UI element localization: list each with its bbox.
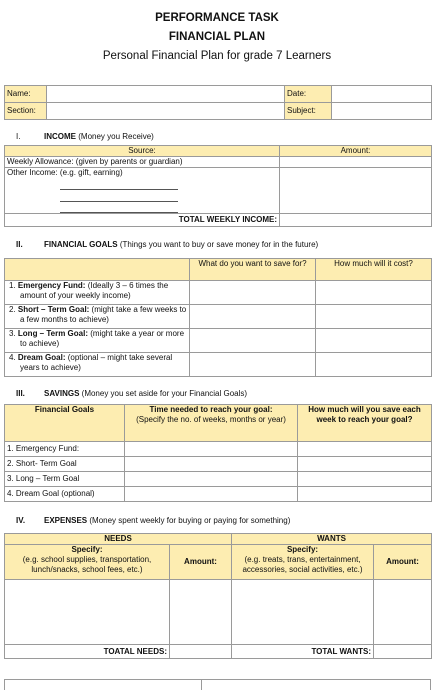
income-amount-header: Amount: <box>280 146 432 157</box>
goal-item-dream: 4. Dream Goal: (optional – might take several years to achieve) <box>5 353 190 377</box>
savings-row-emergency: 1. Emergency Fund: <box>5 442 125 457</box>
subject-field[interactable] <box>332 103 432 120</box>
savings-goals-header: Financial Goals <box>5 405 125 442</box>
savings-heading: III. SAVINGS (Money you set aside for your Financial Goals) <box>16 389 248 398</box>
total-needs-field[interactable] <box>170 645 232 659</box>
savings-weekly-header: How much will you save each week to reach your goal? <box>298 405 432 442</box>
other-income-line-3[interactable] <box>60 212 178 213</box>
savings-short-term-time[interactable] <box>125 457 298 472</box>
goals-heading: II. FINANCIAL GOALS (Things you want to buy or save money for in the future) <box>16 240 319 249</box>
income-total-amount[interactable] <box>280 214 432 227</box>
goal-dream-cost[interactable] <box>316 353 432 377</box>
wants-specify-field[interactable] <box>232 580 374 645</box>
goal-item-emergency: 1. Emergency Fund: (Ideally 3 – 6 times the amount of your weekly income) <box>5 281 190 305</box>
income-row-other: Other Income: (e.g. gift, earning) <box>5 168 280 214</box>
savings-dream-weekly[interactable] <box>298 487 432 502</box>
needs-specify-header: Specify: (e.g. school supplies, transportation, lunch/snacks, school fees, etc.) <box>5 545 170 580</box>
income-source-header: Source: <box>5 146 280 157</box>
needs-amount-header: Amount: <box>170 545 232 580</box>
savings-long-term-weekly[interactable] <box>298 472 432 487</box>
goals-blank-header <box>5 259 190 281</box>
income-heading: I. INCOME (Money you Receive) <box>16 132 154 141</box>
needs-header: NEEDS <box>5 534 232 545</box>
wants-header: WANTS <box>232 534 432 545</box>
wants-specify-header: Specify: (e.g. treats, trans, entertainment, accessories, social activities, etc.) <box>232 545 374 580</box>
income-table <box>4 145 432 227</box>
savings-long-term-time[interactable] <box>125 472 298 487</box>
wants-amount-header: Amount: <box>374 545 432 580</box>
savings-row-short-term: 2. Short- Term Goal <box>5 457 125 472</box>
info-table <box>4 85 432 120</box>
title-financial-plan: FINANCIAL PLAN <box>168 31 266 43</box>
date-field[interactable] <box>332 86 432 103</box>
savings-row-dream: 4. Dream Goal (optional) <box>5 487 125 502</box>
goals-what-header: What do you want to save for? <box>190 259 316 281</box>
savings-emergency-weekly[interactable] <box>298 442 432 457</box>
weekly-expenses-total-field[interactable] <box>200 679 431 690</box>
goal-item-short-term: 2. Short – Term Goal: (might take a few weeks to a few months to achieve) <box>5 305 190 329</box>
savings-table <box>4 404 432 502</box>
goal-long-term-what[interactable] <box>190 329 316 353</box>
name-label: Name: <box>5 86 47 103</box>
expenses-heading: IV. EXPENSES (Money spent weekly for buying or paying for something) <box>16 516 291 525</box>
other-income-line-2[interactable] <box>60 201 178 202</box>
goal-long-term-cost[interactable] <box>316 329 432 353</box>
needs-amount-field[interactable] <box>170 580 232 645</box>
goal-emergency-what[interactable] <box>190 281 316 305</box>
goal-emergency-cost[interactable] <box>316 281 432 305</box>
total-wants-field[interactable] <box>374 645 432 659</box>
savings-row-long-term: 3. Long – Term Goal <box>5 472 125 487</box>
income-row-allowance: Weekly Allowance: (given by parents or guardian) <box>5 157 280 168</box>
income-allowance-amount[interactable] <box>280 157 432 168</box>
goal-short-term-cost[interactable] <box>316 305 432 329</box>
subject-label: Subject: <box>285 103 332 120</box>
name-field[interactable] <box>47 86 285 103</box>
goal-dream-what[interactable] <box>190 353 316 377</box>
total-wants-label: TOTAL WANTS: <box>232 645 374 659</box>
savings-short-term-weekly[interactable] <box>298 457 432 472</box>
savings-emergency-time[interactable] <box>125 442 298 457</box>
wants-amount-field[interactable] <box>374 580 432 645</box>
income-other-amount[interactable] <box>280 168 432 214</box>
weekly-expenses-total-label-cell <box>4 679 202 690</box>
goals-cost-header: How much will it cost? <box>316 259 432 281</box>
section-field[interactable] <box>47 103 285 120</box>
savings-time-header: Time needed to reach your goal: (Specify the no. of weeks, months or year) <box>125 405 298 442</box>
total-needs-label: TOATAL NEEDS: <box>5 645 170 659</box>
page-subtitle: Personal Financial Plan for grade 7 Learners <box>102 50 332 62</box>
goal-item-long-term: 3. Long – Term Goal: (might take a year or more to achieve) <box>5 329 190 353</box>
needs-specify-field[interactable] <box>5 580 170 645</box>
expenses-table <box>4 533 432 659</box>
date-label: Date: <box>285 86 332 103</box>
section-label: Section: <box>5 103 47 120</box>
other-income-line-1[interactable] <box>60 189 178 190</box>
income-total-label: TOTAL WEEKLY INCOME: <box>5 214 280 227</box>
goal-short-term-what[interactable] <box>190 305 316 329</box>
savings-dream-time[interactable] <box>125 487 298 502</box>
goals-table <box>4 258 432 377</box>
title-performance-task: PERFORMANCE TASK <box>155 12 279 24</box>
